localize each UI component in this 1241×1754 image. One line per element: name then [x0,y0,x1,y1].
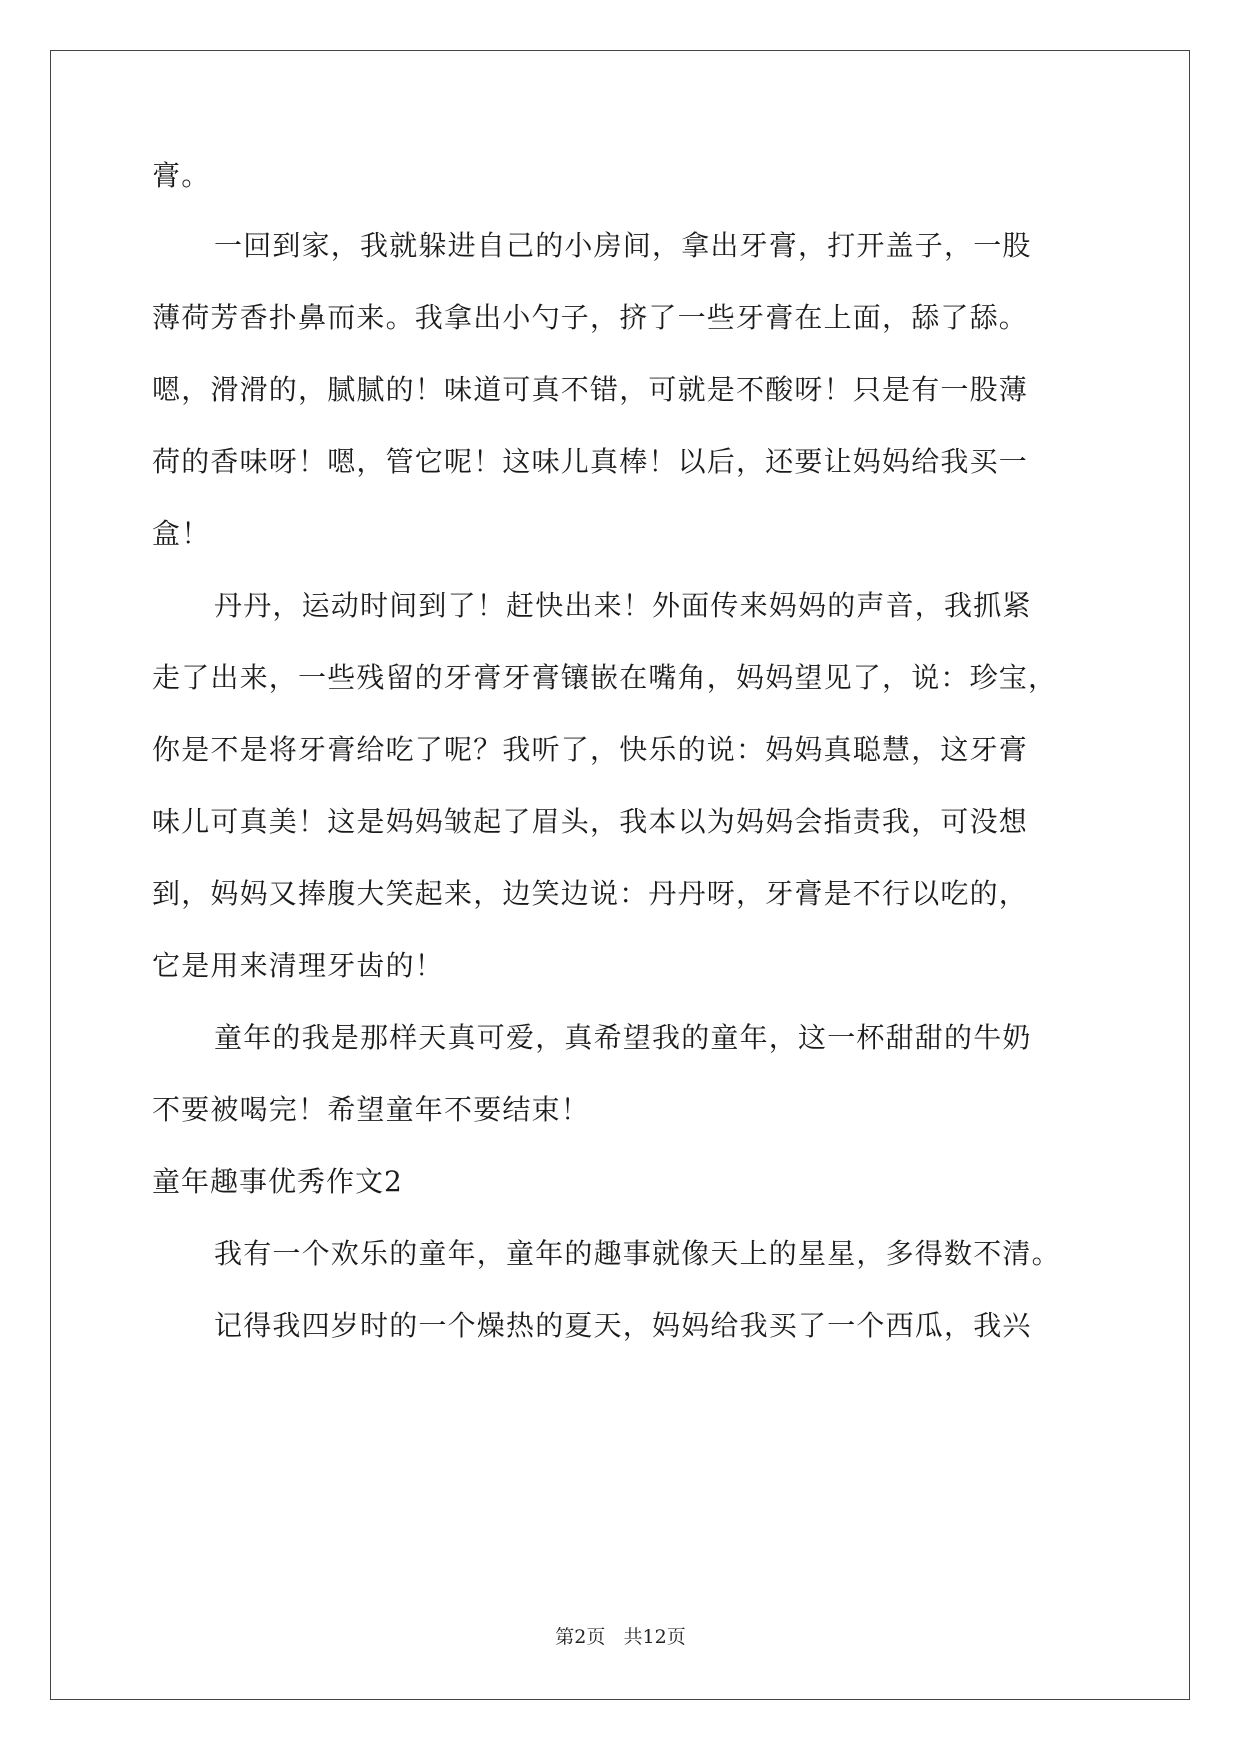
section-heading: 童年趣事优秀作文2 [152,1165,403,1198]
paragraph-line: 记得我四岁时的一个燥热的夏天，妈妈给我买了一个西瓜，我兴 [214,1309,1032,1342]
paragraph-line: 荷的香味呀！嗯，管它呢！这味儿真棒！以后，还要让妈妈给我买一 [152,445,1029,478]
paragraph-line: 味儿可真美！这是妈妈皱起了眉头，我本以为妈妈会指责我，可没想 [152,805,1029,838]
paragraph-line: 不要被喝完！希望童年不要结束！ [152,1093,591,1126]
paragraph-line: 到，妈妈又捧腹大笑起来，边笑边说：丹丹呀，牙膏是不行以吃的， [152,877,1029,910]
page-footer [0,1625,1241,1649]
paragraph-line: 盒！ [152,517,211,550]
paragraph-line: 它是用来清理牙齿的！ [152,949,445,982]
page-border [50,50,1190,1700]
paragraph-line: 膏。 [152,159,211,192]
paragraph-line: 童年的我是那样天真可爱，真希望我的童年，这一杯甜甜的牛奶 [214,1021,1032,1054]
paragraph-line: 我有一个欢乐的童年，童年的趣事就像天上的星星，多得数不清。 [214,1237,1061,1270]
page-total: 共12页 [623,1626,686,1648]
paragraph-line: 丹丹，运动时间到了！赶快出来！外面传来妈妈的声音，我抓紧 [214,589,1032,622]
paragraph-line: 你是不是将牙膏给吃了呢？我听了，快乐的说：妈妈真聪慧，这牙膏 [152,733,1029,766]
page-number: 第2页 [555,1626,606,1648]
paragraph-line: 一回到家，我就躲进自己的小房间，拿出牙膏，打开盖子，一股 [214,229,1032,262]
paragraph-line: 薄荷芳香扑鼻而来。我拿出小勺子，挤了一些牙膏在上面，舔了舔。 [152,301,1029,334]
paragraph-line: 嗯，滑滑的，腻腻的！味道可真不错，可就是不酸呀！只是有一股薄 [152,373,1029,406]
paragraph-line: 走了出来，一些残留的牙膏牙膏镶嵌在嘴角，妈妈望见了，说：珍宝， [152,661,1058,694]
